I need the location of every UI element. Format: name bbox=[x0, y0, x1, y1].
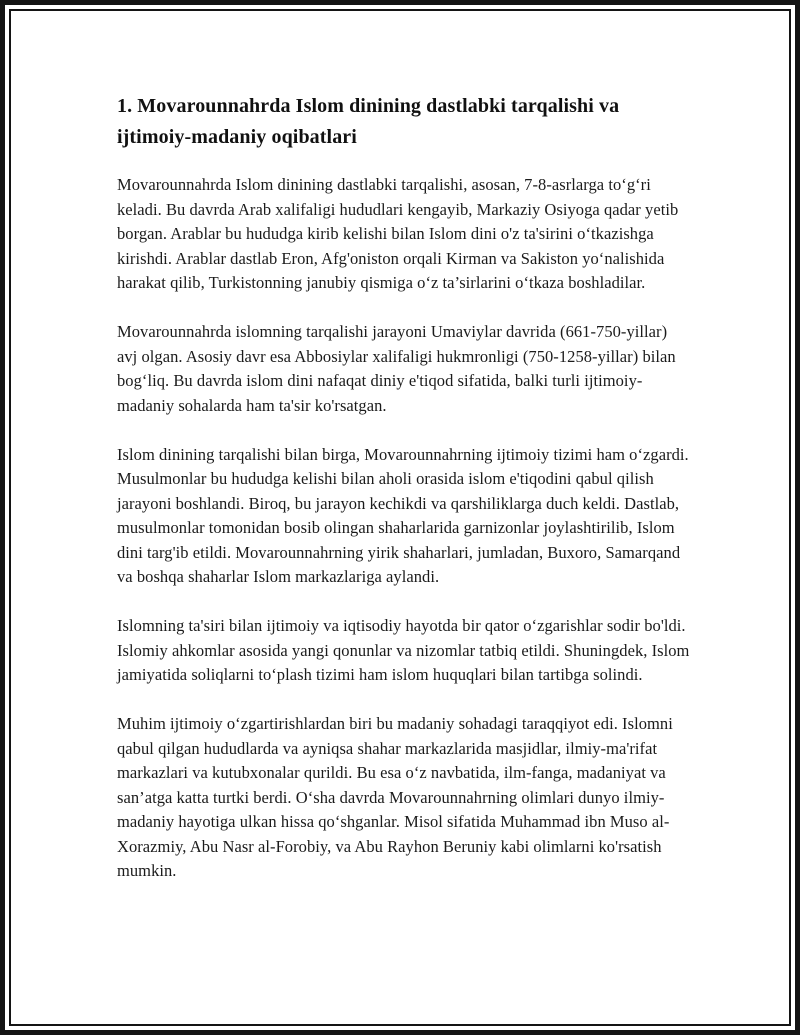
paragraph-intro-spread: Movarounnahrda Islom dinining dastlabki tarqalishi, asosan, 7-8-asrlarga toʻgʻri keladi. Bu davrda Arab xalifaligi hududlari kengayib, Markaziy Osiyoga qadar yetib borgan. Arablar bu hududga kirib kelishi bilan Islom dini o'z ta'sirini oʻtkazishga kirishdi. Arablar dastlab Eron, Afg'oniston orqali Kirman va Sakiston yoʻnalishida harakat qilib, Turkistonning janubiy qismiga oʻz ta’sirlarini oʻtkaza boshladilar. bbox=[117, 175, 679, 292]
paragraph-social-system-change: Islom dinining tarqalishi bilan birga, Movarounnahrning ijtimoiy tizimi ham oʻzgardi. Musulmonlar bu hududga kelishi bilan aholi orasida islom e'tiqodini qabul qilish jarayoni boshlandi. Biroq, bu jarayon kechikdi va qarshiliklarga duch keldi. Dastlab, musulmonlar tomonidan bosib olingan shaharlarida garnizonlar joylashtirilib, Islom dini targ'ib etildi. Movarounnahrning yirik shaharlari, jumladan, Buxoro, Samarqand va boshqa shaharlar Islom markazlariga aylandi. bbox=[117, 444, 689, 586]
page-inner-frame bbox=[9, 9, 791, 1026]
paragraph-cultural-development: Muhim ijtimoiy oʻzgartirishlardan biri bu madaniy sohadagi taraqqiyot edi. Islomni qabul qilgan hududlarda va ayniqsa shahar markazlarida masjidlar, ilmiy-ma'rifat markazlari va kutubxonalar qurildi. Bu esa oʻz navbatida, ilm-fanga, madaniyat va san’atga katta turtki berdi. Oʻsha davrda Movarounnahrning olimlari dunyo ilmiy-madaniy hayotiga ulkan hissa qoʻshganlar. Misol sifatida Muhammad ibn Muso al-Xorazmiy, Abu Nasr al-Forobiy, va Abu Rayhon Beruniy kabi olimlarni ko'rsatish mumkin. bbox=[117, 714, 673, 880]
paragraph-umayyad-abbasid-period: Movarounnahrda islomning tarqalishi jarayoni Umaviylar davrida (661-750-yillar) avj olgan. Asosiy davr esa Abbosiylar xalifaligi hukmronligi (750-1258-yillar) bilan bogʻliq. Bu davrda islom dini nafaqat diniy e'tiqod sifatida, balki turli ijtimoiy-madaniy sohalarda ham ta'sir ko'rsatgan. bbox=[117, 322, 676, 415]
document-title: 1. Movarounnahrda Islom dinining dastlabki tarqalishi va ijtimoiy-madaniy oqibatlari bbox=[117, 95, 620, 148]
paragraph-laws-and-taxes: Islomning ta'siri bilan ijtimoiy va iqtisodiy hayotda bir qator oʻzgarishlar sodir bo'ldi. Islomiy ahkomlar asosida yangi qonunlar va nizomlar tatbiq etildi. Shuningdek, Islom jamiyatida soliqlarni toʻplash tizimi ham islom huquqlari bilan tartibga solindi. bbox=[117, 616, 690, 684]
